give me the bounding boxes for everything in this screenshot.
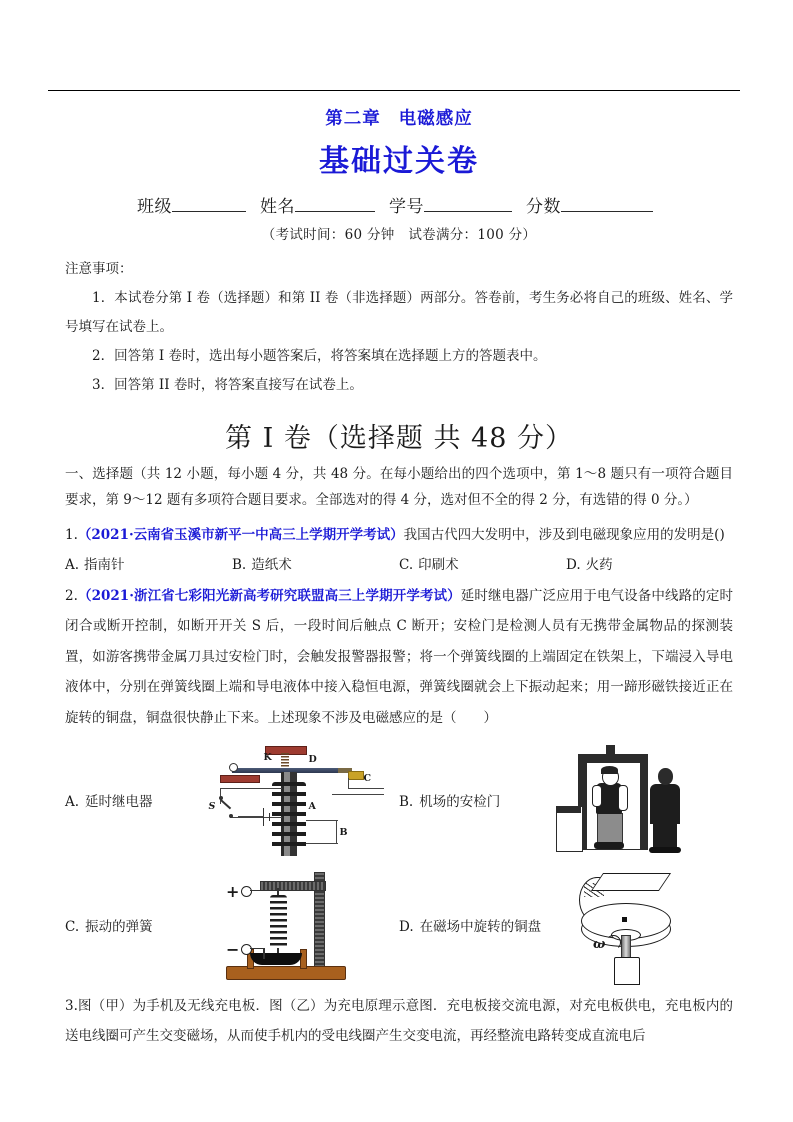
relay-circuit-wire-top: [220, 788, 282, 790]
name-field[interactable]: [260, 192, 375, 217]
question-1-citation: （2021·云南省玉溪市新平一中高三上学期开学考试）: [77, 526, 404, 543]
passenger-left-arm: [592, 785, 602, 807]
airport-security-gate-figure: [525, 744, 733, 856]
notice-item-2: 2．回答第 I 卷时，选出每小题答案后，将答案填在选择题上方的答题表中。: [92, 348, 547, 365]
option-a-text: 延时继电器: [85, 793, 153, 810]
option-d-text: 在磁场中旋转的铜盘: [419, 918, 542, 935]
conductive-liquid-dish: [250, 953, 302, 965]
spring-circuit-wire-bottom: [250, 948, 264, 950]
passenger-legs: [597, 813, 623, 845]
vibrating-spring-diagram: [220, 869, 370, 981]
relay-switch-arm-icon: [220, 799, 231, 809]
notice-title: 注意事项：: [65, 261, 133, 277]
relay-battery-wire: [238, 816, 264, 818]
question-3-number: 3.: [65, 997, 78, 1014]
option-c-text: 振动的弹簧: [85, 918, 153, 935]
relay-label-a: A: [308, 800, 316, 812]
delay-relay-diagram: [208, 744, 383, 856]
option-b-label: B.: [232, 557, 247, 574]
positive-terminal-icon: [241, 886, 252, 897]
guard-shoes: [649, 847, 681, 853]
passenger-shoes: [594, 842, 624, 849]
spring-stand-base: [226, 966, 346, 980]
relay-battery-short-plate: [269, 813, 271, 821]
option-b-text: 机场的安检门: [419, 793, 501, 810]
horseshoe-magnet-pole: [591, 873, 671, 891]
negative-terminal-label: −: [226, 939, 240, 959]
question-2-number: 2.: [65, 588, 78, 605]
passenger-right-arm: [618, 785, 628, 811]
relay-label-k: K: [263, 751, 272, 763]
passenger-hair: [601, 766, 618, 774]
question-2-option-b-label-group: [399, 790, 525, 810]
question-1: [65, 520, 733, 550]
option-a-label: A.: [65, 793, 80, 810]
class-field-blank[interactable]: [172, 211, 246, 212]
option-a-text: 指南针: [84, 557, 125, 574]
relay-switch-terminal-1: [219, 796, 223, 800]
airport-security-gate-diagram: [554, 744, 704, 856]
section-intro: 一、选择题（共 12 小题，每小题 4 分，共 48 分。在每小题给出的四个选项中，第 1～8 题只有一项符合题目要求，第 9～12 题有多项符合题目要求。全部选对的得 4 分，选对但不全的得 2 分，有选错的得 0 分。）: [65, 466, 733, 509]
question-2-stem: 延时继电器广泛应用于电气设备中线路的定时闭合或断开控制，如断开开关 S 后，一段时间后触点 C 断开；安检门是检测人员有无携带金属物品的探测装置，如游客携带金属刀具过安检门时，会触发报警器报警；将一个弹簧线圈的上端固定在铁架上，下端浸入导电液体中，分别在弹簧线圈上端和导电液体中接入稳恒电源，弹簧线圈就会上下振动起来；用一蹄形磁铁接近正在旋转的铜盘，铜盘很快静止下来。上述现象不涉及电磁感应的是（ ）: [65, 588, 733, 726]
option-d-label: D.: [566, 557, 581, 574]
angular-velocity-label: ω: [593, 936, 606, 952]
disc-base-mount: [614, 957, 640, 985]
student-id-field-blank[interactable]: [424, 211, 512, 212]
question-1-option-d[interactable]: [566, 550, 733, 581]
option-d-label: D.: [399, 918, 414, 935]
student-id-field[interactable]: [389, 192, 512, 217]
copper-disc-center-mark: [622, 917, 627, 922]
question-2-option-c[interactable]: [65, 866, 399, 984]
chapter-title: [65, 105, 733, 130]
question-2-option-d[interactable]: [399, 865, 733, 985]
question-1-option-a[interactable]: [65, 550, 232, 581]
relay-label-c: C: [363, 772, 372, 784]
notice-item-3: 3．回答第 II 卷时，将答案直接写在试卷上。: [92, 377, 363, 394]
liquid-dish-right-wall: [300, 949, 307, 969]
option-c-text: 印刷术: [418, 557, 459, 574]
exam-meta-line: （考试时间：60 分钟 试卷满分：100 分）: [261, 227, 537, 243]
chapter-title-prefix: 第二章: [325, 109, 381, 129]
question-1-number: 1.: [65, 526, 78, 543]
relay-b-wire-side: [336, 820, 338, 844]
negative-terminal-icon: [241, 944, 252, 955]
positive-terminal-label: +: [226, 881, 240, 901]
option-b-label: B.: [399, 793, 414, 810]
student-id-field-label: 学号: [389, 197, 424, 217]
score-field-label: 分数: [526, 197, 561, 217]
question-2-picture-options: [65, 741, 733, 985]
option-c-label: C.: [399, 557, 414, 574]
relay-b-wire-top: [306, 820, 338, 822]
question-1-option-b[interactable]: [232, 550, 399, 581]
question-2-option-d-label-group: [399, 915, 542, 935]
score-field[interactable]: [526, 192, 653, 217]
class-field-label: 班级: [137, 197, 172, 217]
class-field[interactable]: [137, 192, 246, 217]
guard-legs: [653, 823, 677, 849]
question-2-option-b[interactable]: [399, 741, 733, 859]
relay-left-stop-bar: [220, 775, 260, 783]
score-field-blank[interactable]: [561, 211, 653, 212]
spring-circuit-wire-top: [250, 890, 270, 892]
relay-contact-c: [348, 771, 364, 780]
question-1-stem: 我国古代四大发明中，涉及到电磁现象应用的发明是(): [403, 526, 725, 543]
relay-spring-k: [281, 753, 289, 769]
header-divider-line: [48, 90, 740, 91]
question-2-option-a-label-group: [65, 790, 191, 810]
relay-contact-wire-2: [348, 788, 384, 790]
question-2-option-c-label-group: [65, 915, 191, 935]
question-3: [65, 991, 733, 1052]
relay-switch-terminal-2: [229, 814, 233, 818]
option-d-text: 火药: [585, 557, 613, 574]
relay-label-d: D: [308, 753, 317, 765]
option-b-text: 造纸术: [251, 557, 292, 574]
student-info-fields: [65, 192, 733, 217]
section-heading: 第 I 卷（选择题 共 48 分）: [225, 423, 573, 455]
relay-label-s: S: [208, 800, 216, 812]
relay-label-b: B: [339, 826, 348, 838]
question-3-stem: 图（甲）为手机及无线充电板．图（乙）为充电原理示意图．充电板接交流电源，对充电板供电，充电板内的送电线圈可产生交变磁场，从而使手机内的受电线圈产生交变电流，再经整流电路转变成直流电后: [65, 997, 733, 1045]
vibrating-spring-figure: [191, 869, 399, 981]
question-2-options-row-2: [65, 865, 733, 985]
page-content: [65, 98, 733, 1052]
paper-title: 基础过关卷: [319, 144, 479, 179]
rotating-copper-disc-diagram: [559, 865, 699, 985]
gate-scanner-box-top: [556, 806, 581, 813]
relay-contact-wire-3: [332, 794, 384, 796]
question-1-option-c[interactable]: [399, 550, 566, 581]
spring-coil: [270, 895, 287, 949]
option-c-label: C.: [65, 918, 80, 935]
option-a-label: A.: [65, 557, 80, 574]
delay-relay-figure: [191, 744, 399, 856]
question-2-option-a[interactable]: [65, 741, 399, 859]
name-field-label: 姓名: [260, 197, 295, 217]
notice-item-1: 1．本试卷分第 I 卷（选择题）和第 II 卷（非选择题）两部分。答卷前，考生务必将自己的班级、姓名、学号填写在试卷上。: [65, 290, 733, 336]
question-1-options: [65, 550, 733, 581]
question-2-citation: （2021·浙江省七彩阳光新高考研究联盟高三上学期开学考试）: [77, 588, 461, 605]
question-2-options-row-1: [65, 741, 733, 859]
relay-b-wire-bottom: [306, 843, 338, 845]
name-field-blank[interactable]: [295, 211, 375, 212]
guard-head: [658, 768, 673, 785]
relay-coil-winding: [272, 782, 306, 850]
question-2: [65, 581, 733, 733]
spring-circuit-wire-riser: [263, 948, 265, 959]
rotating-copper-disc-figure: [525, 865, 733, 985]
guard-torso: [650, 784, 680, 824]
relay-pivot-icon: [229, 763, 238, 772]
chapter-title-main: 电磁感应: [398, 109, 473, 129]
rotation-arrow-icon: [606, 935, 621, 950]
